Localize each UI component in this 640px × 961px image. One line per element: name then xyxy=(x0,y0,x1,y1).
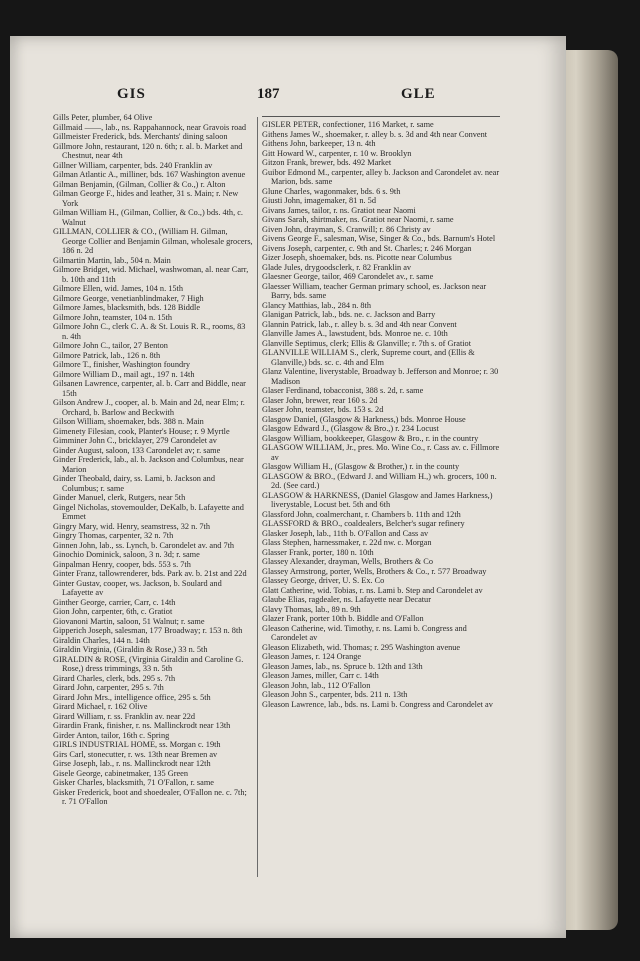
directory-entry: Githens James W., shoemaker, r. alley b. s. 3d and 4th near Convent xyxy=(262,129,488,139)
column-divider xyxy=(257,117,258,877)
directory-entry: Glanigan Patrick, lab., bds. ne. c. Jackson and Barry xyxy=(262,310,436,319)
directory-entry: Gleason James, miller, Carr c. 14th xyxy=(262,671,379,680)
directory-entry: GLANVILLE WILLIAM S., clerk, Supreme court, and (Ellis & Glanville,) bds. sc. c. 4th and Elm xyxy=(262,348,475,367)
directory-entry: Gilmartin Martin, lab., 504 n. Main xyxy=(53,255,171,265)
directory-entry: Glaser John, teamster, bds. 153 s. 2d xyxy=(262,405,384,414)
directory-entry: Gilmore Ellen, wid. James, 104 n. 15th xyxy=(53,284,183,293)
directory-entry: Glaesner George, tailor, 469 Carondelet av., r. same xyxy=(262,272,434,281)
directory-entry: Girardin Frank, finisher, r. ns. Mallinckrodt near 13th xyxy=(53,721,231,730)
page-header xyxy=(10,86,566,108)
directory-entry: Glasgow Daniel, (Glasgow & Harkness,) bds. Monroe House xyxy=(262,414,466,424)
directory-entry: Gisker Frederick, boot and shoedealer, O'Fallon ne. c. 7th; r. 71 O'Fallon xyxy=(53,787,247,806)
directory-entry: Glannin Patrick, lab., r. alley b. s. 3d and 4th near Convent xyxy=(262,319,457,329)
directory-entry: GISLER PETER, confectioner, 116 Market, r. same xyxy=(262,120,434,129)
directory-entry: Ginpalman Henry, cooper, bds. 553 s. 7th xyxy=(53,559,191,569)
directory-entry: Girder Anton, tailor, 16th c. Spring xyxy=(53,730,170,740)
directory-entry: Gilmore Patrick, lab., 126 n. 8th xyxy=(53,350,161,360)
directory-entry: Gilson William, shoemaker, bds. 388 n. Main xyxy=(53,417,204,426)
directory-entry: Gilmore John C., tailor, 27 Benton xyxy=(53,341,168,350)
directory-entry: Glaesser William, teacher German primary school, es. Jackson near Barry, bds. same xyxy=(262,281,487,300)
directory-entry: Glazer Frank, porter 10th b. Biddle and O'Fallon xyxy=(262,614,424,623)
directory-entry: Glasser Frank, porter, 180 n. 10th xyxy=(262,547,374,557)
directory-entry: GILLMAN, COLLIER & CO., (William H. Gilman, George Collier and Benjamin Gilman, wholesale grocers, 186 n. 2d xyxy=(53,227,253,255)
directory-entry: Gimenety Filesian, cook, Planter's House; r. 9 Myrtle xyxy=(53,426,230,436)
directory-entry: Gills Peter, plumber, 64 Olive xyxy=(53,113,153,122)
directory-entry: Girse Joseph, lab., r. ns. Mallinckrodt near 12th xyxy=(53,759,211,768)
directory-entry: Gleason James, lab., ns. Spruce b. 12th and 13th xyxy=(262,661,423,671)
directory-entry: Glaube Elias, ragdealer, ns. Lafayette near Decatur xyxy=(262,595,431,604)
directory-entry: Girard Charles, clerk, bds. 295 s. 7th xyxy=(53,673,176,683)
directory-entry: Glasgow William, bookkeeper, Glasgow & Bro., r. in the country xyxy=(262,433,479,443)
directory-entry: Gillmeister Frederick, bds. Merchants' dining saloon xyxy=(53,132,228,141)
directory-entry: Glancy Matthias, lab., 284 n. 8th xyxy=(262,300,371,310)
directory-entry: Giraldin Virginia, (Giraldin & Rose,) 33 n. 5th xyxy=(53,645,208,654)
right-column-top-rule xyxy=(262,116,500,117)
directory-entry: Giraldin Charles, 144 n. 14th xyxy=(53,635,150,645)
directory-entry: Gizer Joseph, shoemaker, bds. ns. Picotte near Columbus xyxy=(262,253,452,262)
directory-entry: GLASGOW WILLIAM, Jr., pres. Mo. Wine Co., r. Cass av. c. Fillmore av xyxy=(262,443,500,462)
directory-entry: Ginther George, carrier, Carr, c. 14th xyxy=(53,597,176,607)
directory-entry: Gillmaid ——, lab., ns. Rappahannock, near Gravois road xyxy=(53,122,247,132)
directory-entry: Gilman George F., hides and leather, 31 s. Main; r. New York xyxy=(53,189,239,208)
directory-entry: Gipperich Joseph, salesman, 177 Broadway; r. 153 n. 8th xyxy=(53,626,243,635)
directory-entry: Glatt Catherine, wid. Tobias, r. ns. Lami b. Step and Carondelet av xyxy=(262,585,483,595)
directory-entry: Gilman Benjamin, (Gilman, Collier & Co.,) r. Alton xyxy=(53,179,226,189)
directory-entry: Gilsanen Lawrence, carpenter, al. b. Carr and Biddle, near 15th xyxy=(53,379,246,398)
directory-entry: Ginnen John, lab., ss. Lynch, b. Carondelet av. and 7th xyxy=(53,540,235,550)
directory-entry: Gilmore John C., clerk C. A. & St. Louis R. R., rooms, 83 n. 4th xyxy=(53,322,246,341)
directory-entry: Gillmore John, restaurant, 120 n. 6th; r. al. b. Market and Chestnut, near 4th xyxy=(53,141,243,160)
directory-entry: Gingry Thomas, carpenter, 32 n. 7th xyxy=(53,531,174,540)
directory-entry: Gilmore T., finisher, Washington foundry xyxy=(53,360,191,369)
directory-entry: Glassford John, coalmerchant, r. Chambers b. 11th and 12th xyxy=(262,509,461,519)
directory-entry: Gilson Andrew J., cooper, al. b. Main and 2d, near Elm; r. Orchard, b. Barlow and Beckwith xyxy=(53,398,245,417)
directory-entry: Girard John Mrs., intelligence office, 295 s. 5th xyxy=(53,692,211,702)
directory-entry: Gleason John S., carpenter, bds. 211 n. 13th xyxy=(262,690,408,699)
directory-entry: GLASSFORD & BRO., coaldealers, Belcher's sugar refinery xyxy=(262,519,465,528)
directory-entry: Gingry Mary, wid. Henry, seamstress, 32 n. 7th xyxy=(53,521,211,531)
directory-entry: Girs Carl, stonecutter, r. ws. 13th near Bremen av xyxy=(53,749,218,759)
directory-entry: Glassey Alexander, drayman, Wells, Brothers & Co xyxy=(262,557,433,566)
directory-entry: Gilmore John, teamster, 104 n. 15th xyxy=(53,312,173,322)
directory-entry: Githens John, barkeeper, 13 n. 4th xyxy=(262,139,376,148)
directory-entry: Glassey George, driver, U. S. Ex. Co xyxy=(262,576,385,585)
directory-entry: Ginochio Dominick, saloon, 3 n. 3d; r. same xyxy=(53,550,200,559)
directory-entry: Glanville James A., lawstudent, bds. Monroe ne. c. 10th xyxy=(262,329,448,338)
directory-entry: Gilman William H., (Gilman, Collier, & Co.,) bds. 4th, c. Walnut xyxy=(53,208,243,227)
page-number: 187 xyxy=(257,86,280,102)
directory-entry: Glassey Armstrong, porter, Wells, Brothers & Co., r. 577 Broadway xyxy=(262,566,487,576)
directory-entry: Gingel Nicholas, stovemoulder, DeKalb, b. Lafayette and Emmet xyxy=(53,502,244,521)
directory-entry: Glaser John, brewer, rear 160 s. 2d xyxy=(262,395,378,405)
directory-entry: Glavy Thomas, lab., 89 n. 9th xyxy=(262,604,361,614)
directory-entry: GIRLS INDUSTRIAL HOME, ss. Morgan c. 19th xyxy=(53,740,221,749)
directory-entry: Ginder Manuel, clerk, Rutgers, near 5th xyxy=(53,493,186,502)
directory-entry: Gitt Howard W., carpenter, r. 10 w. Brooklyn xyxy=(262,148,412,158)
header-right-guide-word: GLE xyxy=(401,86,436,102)
directory-entry: GLASGOW & HARKNESS, (Daniel Glasgow and James Harkness,) liverystable, Locust bet. 5th and 6th xyxy=(262,490,493,509)
directory-entry: Ginder Theobald, dairy, ss. Lami, b. Jackson and Columbus; r. same xyxy=(53,474,215,493)
directory-entry: Glaser Ferdinand, tobacconist, 388 s. 2d, r. same xyxy=(262,386,424,395)
directory-entry: Gilmore Bridget, wid. Michael, washwoman, al. near Carr, b. 10th and 11th xyxy=(53,265,249,284)
directory-entry: Glanville Septimus, clerk; Ellis & Glanville; r. 7th s. of Gratiot xyxy=(262,338,472,348)
directory-entry: Girard William, r. ss. Franklin av. near 22d xyxy=(53,711,196,721)
header-left-guide-word: GIS xyxy=(117,86,146,102)
directory-entry: Gleason James, r. 124 Orange xyxy=(262,652,362,661)
directory-entry: Glade Jules, drygoodsclerk, r. 82 Franklin av xyxy=(262,262,412,272)
directory-entry: Gilmore George, venetianblindmaker, 7 High xyxy=(53,293,204,303)
directory-entry: Gleason John, lab., 112 O'Fallon xyxy=(262,680,371,690)
directory-entry: Girard Michael, r. 162 Olive xyxy=(53,702,148,711)
directory-entry: Glass Stephen, harnessmaker, r. 22d nw. c. Morgan xyxy=(262,538,432,547)
directory-entry: Gitzon Frank, brewer, bds. 492 Market xyxy=(262,158,392,167)
right-column xyxy=(262,120,500,709)
directory-entry: Gisele George, cabinetmaker, 135 Green xyxy=(53,768,188,778)
directory-entry: Glune Charles, wagonmaker, bds. 6 s. 9th xyxy=(262,186,401,196)
directory-entry: Gimminer John C., bricklayer, 279 Carondelet av xyxy=(53,436,217,445)
directory-entry: Ginter Gustav, cooper, ws. Jackson, b. Soulard and Lafayette av xyxy=(53,578,222,597)
directory-entry: Ginter Franz, tallowrenderer, bds. Park av. b. 21st and 22d xyxy=(53,569,247,578)
directory-entry: Gilmore William D., mail agt., 197 n. 14th xyxy=(53,369,195,379)
directory-entry: Given John, drayman, S. Cranwill; r. 86 Christy av xyxy=(262,224,431,234)
directory-entry: Glasgow Edward J., (Glasgow & Bro.,) r. 234 Locust xyxy=(262,424,439,433)
directory-entry: Givens Joseph, carpenter, c. 9th and St. Charles; r. 246 Morgan xyxy=(262,243,472,253)
directory-entry: Glasgow William H., (Glasgow & Brother,) r. in the county xyxy=(262,462,460,471)
directory-entry: Girard John, carpenter, 295 s. 7th xyxy=(53,683,164,692)
directory-entry: Gleason Catherine, wid. Timothy, r. ns. Lami b. Congress and Carondelet av xyxy=(262,623,467,642)
directory-entry: Glanz Valentine, liverystable, Broadway b. Jefferson and Monroe; r. 30 Madison xyxy=(262,367,499,386)
directory-entry: Ginder Frederick, lab., al. b. Jackson and Columbus, near Marion xyxy=(53,455,244,474)
directory-entry: Gillner William, carpenter, bds. 240 Franklin av xyxy=(53,160,213,170)
directory-entry: Ginder August, saloon, 133 Carondelet av; r. same xyxy=(53,445,221,455)
directory-entry: Giovanoni Martin, saloon, 51 Walnut; r. same xyxy=(53,616,205,626)
directory-entry: Gion John, carpenter, 6th, c. Gratiot xyxy=(53,607,173,616)
directory-entry: Giusti John, imagemaker, 81 n. 5d xyxy=(262,196,376,205)
directory-entry: Gleason Elizabeth, wid. Thomas; r. 295 Washington avenue xyxy=(262,642,461,652)
directory-entry: Gilman Atlantic A., milliner, bds. 167 Washington avenue xyxy=(53,170,246,179)
directory-entry: Gilmore James, blacksmith, bds. 128 Biddle xyxy=(53,303,201,312)
directory-entry: Gisker Charles, blacksmith, 71 O'Fallon, r. same xyxy=(53,778,214,787)
directory-entry: Glasker Joseph, lab., 11th b. O'Fallon and Cass av xyxy=(262,528,429,538)
directory-entry: Givans Sarah, shirtmaker, ns. Gratiot near Naomi, r. same xyxy=(262,215,454,224)
directory-entry: Givens George F., salesman, Wise, Singer & Co., bds. Barnum's Hotel xyxy=(262,234,496,243)
directory-entry: GLASGOW & BRO., (Edward J. and William H.,) wh. grocers, 100 n. 2d. (See card.) xyxy=(262,471,497,490)
directory-entry: Gleason Lawrence, lab., bds. ns. Lami b. Congress and Carondelet av xyxy=(262,699,493,709)
directory-entry: Givans James, tailor, r. ns. Gratiot near Naomi xyxy=(262,205,416,215)
directory-entry: Guibor Edmond M., carpenter, alley b. Jackson and Carondelet av. near Marion, bds. same xyxy=(262,167,500,186)
directory-entry: GIRALDIN & ROSE, (Virginia Giraldin and Caroline G. Rose,) dress trimmings, 33 n. 5th xyxy=(53,654,244,673)
left-column xyxy=(53,113,253,807)
